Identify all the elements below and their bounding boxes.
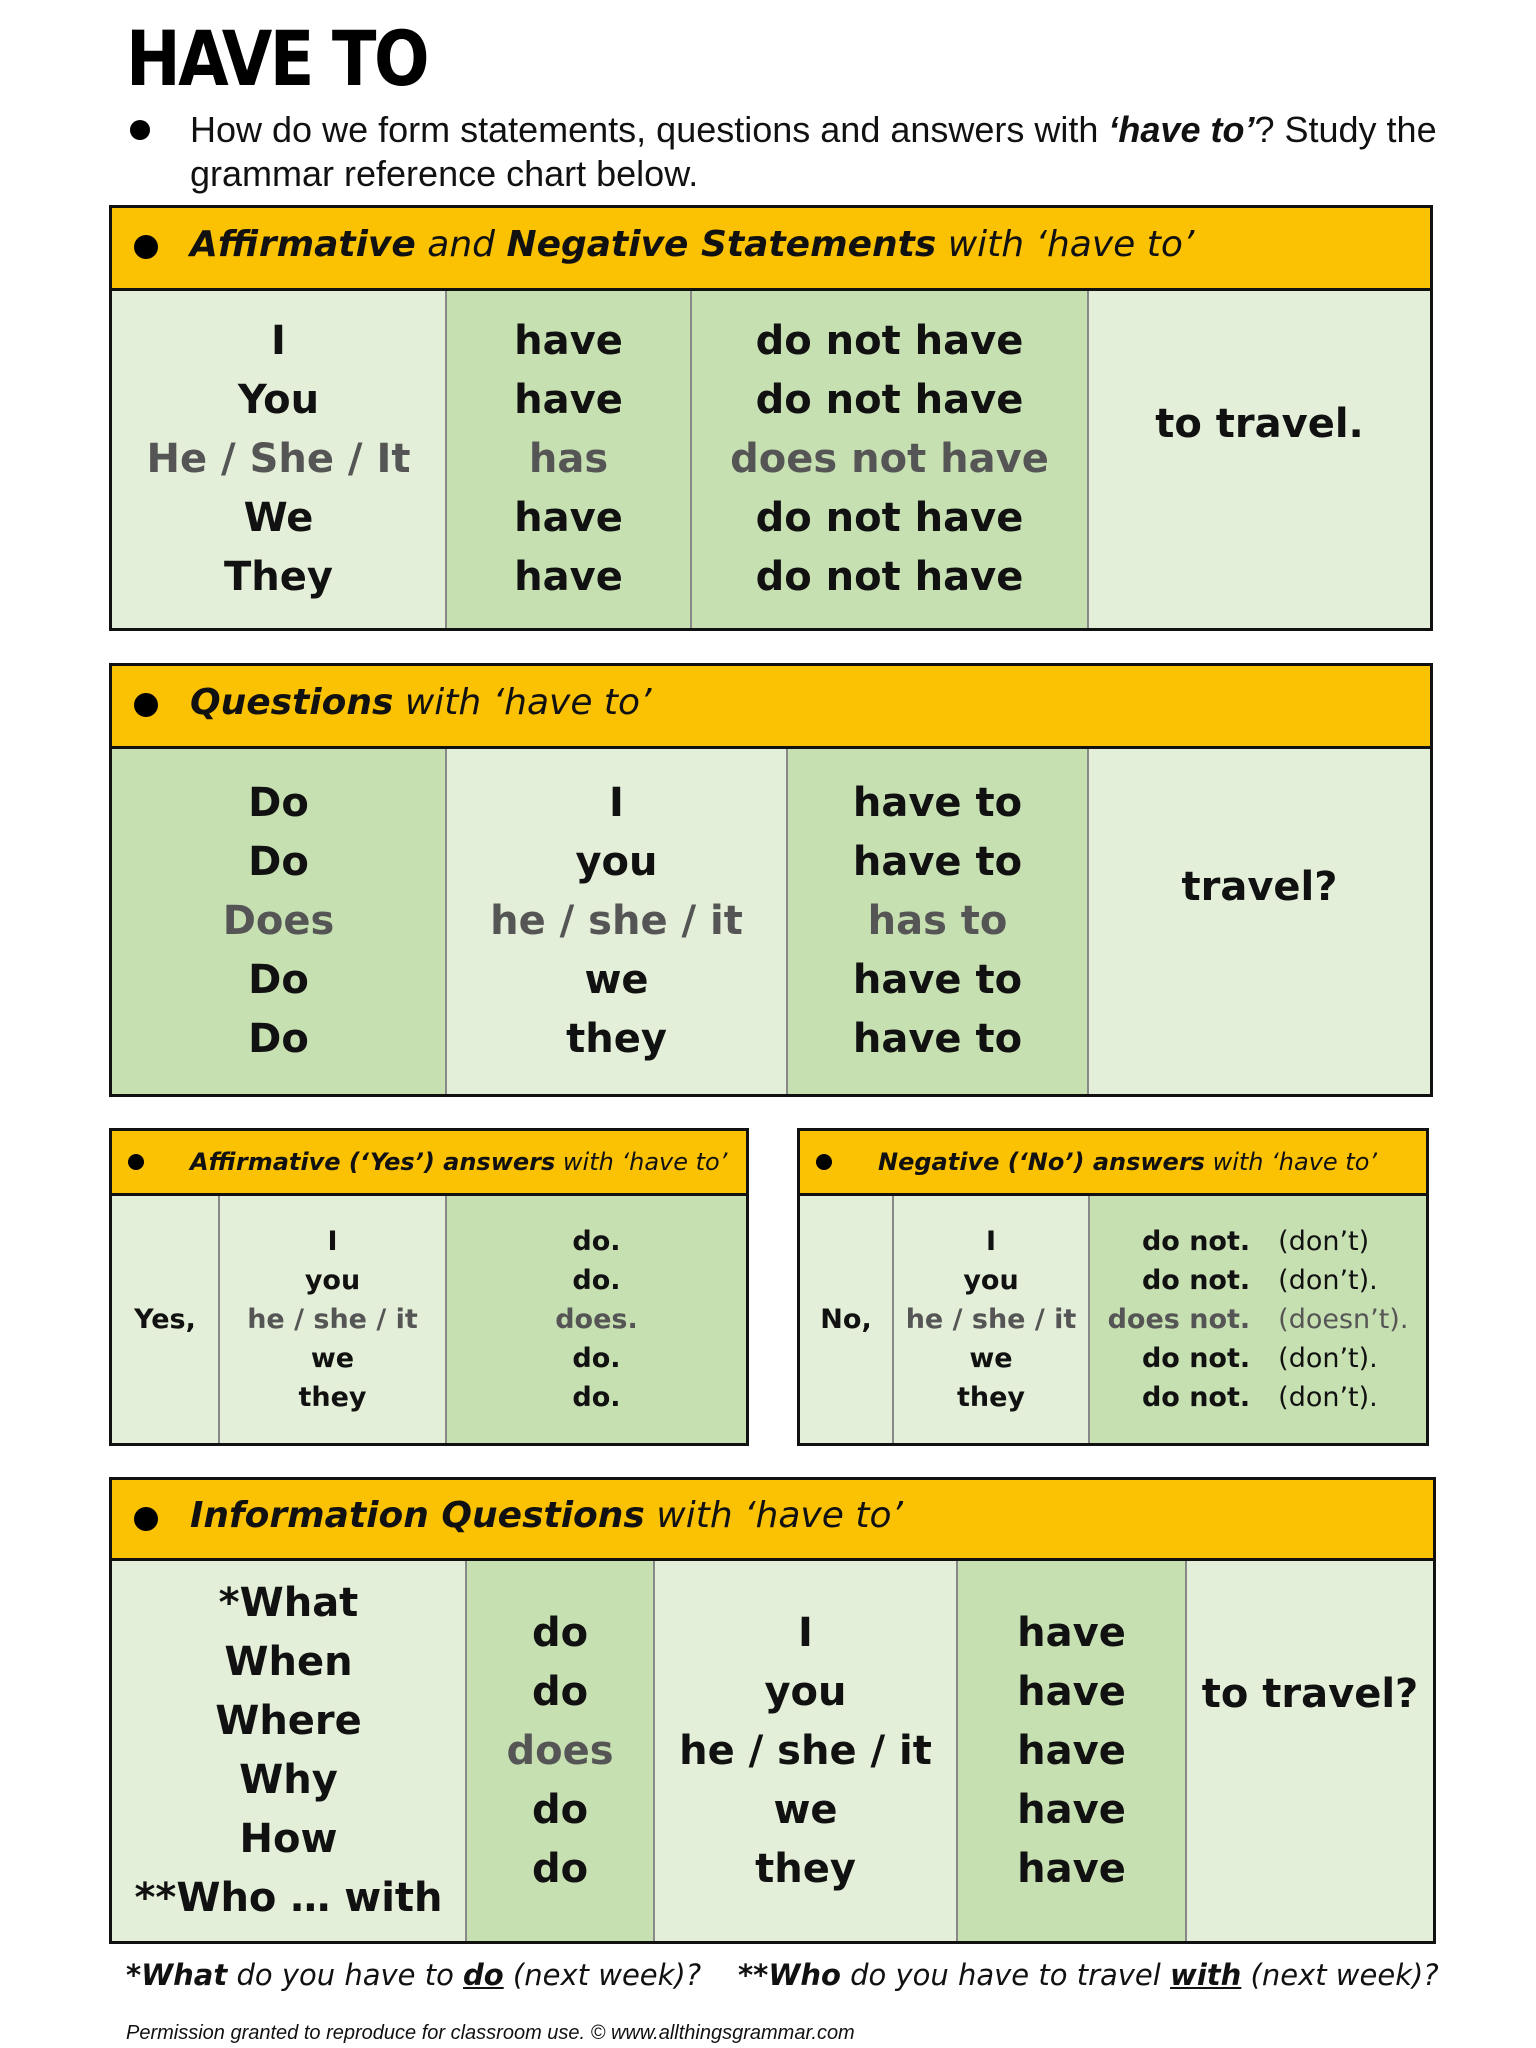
footnote: *What do you have to do (next week)? **Who do you have to travel with (next week)? xyxy=(126,1958,1439,1992)
subject-cell: I xyxy=(271,318,286,364)
yes-column: Yes, xyxy=(112,1196,220,1443)
bullet-icon xyxy=(134,1507,158,1531)
verb-column: do. do. does. do. do. xyxy=(447,1196,746,1443)
bullet-icon xyxy=(816,1154,832,1170)
no-answers-header: Negative (‘No’) answers with ‘have to’ xyxy=(800,1131,1426,1196)
statements-section xyxy=(109,205,1433,631)
subjects-column: I you he / she / it we they xyxy=(655,1561,958,1941)
credit-line: Permission granted to reproduce for classroom use. © www.allthingsgrammar.com xyxy=(126,2022,855,2044)
verb-column: have have have have have xyxy=(958,1561,1187,1941)
affirmative-verb-column: have have has have have xyxy=(447,291,692,628)
subject-cell: You xyxy=(237,377,320,423)
no-answers-section xyxy=(797,1128,1429,1446)
ending-column: to travel? xyxy=(1187,1561,1433,1941)
questions-section xyxy=(109,663,1433,1097)
negative-verb-column: do not have do not have does not have do not have do not have xyxy=(692,291,1089,628)
subjects-column: I you he / she / it we they xyxy=(220,1196,447,1443)
statements-header: Affirmative and Negative Statements with ‘have to’ xyxy=(112,208,1430,291)
yes-answers-section xyxy=(109,1128,749,1446)
questions-header: Questions with ‘have to’ xyxy=(112,666,1430,749)
auxiliary-column: do do does do do xyxy=(467,1561,655,1941)
yes-answers-header: Affirmative (‘Yes’) answers with ‘have to’ xyxy=(112,1131,746,1196)
subject-cell: He / She / It xyxy=(146,436,411,482)
auxiliary-column: Do Do Does Do Do xyxy=(112,749,447,1094)
page-title: HAVE TO xyxy=(126,14,427,103)
subjects-column xyxy=(112,291,447,628)
bullet-icon xyxy=(128,1154,144,1170)
info-questions-section xyxy=(109,1477,1436,1944)
bullet-icon xyxy=(134,235,158,259)
subjects-column: I you he / she / it we they xyxy=(447,749,788,1094)
negative-verb-column: do not. do not. does not. do not. do not. (don’t) (don’t). (doesn’t). (don’t). (don’t). xyxy=(1090,1196,1426,1443)
subjects-column: I you he / she / it we they xyxy=(894,1196,1090,1443)
ending-column: travel? xyxy=(1089,749,1430,1094)
subject-cell: We xyxy=(243,495,314,541)
no-column: No, xyxy=(800,1196,894,1443)
verb-column: have to have to has to have to have to xyxy=(788,749,1089,1094)
intro-text: How do we form statements, questions and answers with ‘have to’? Study the grammar reference chart below. xyxy=(130,108,1460,196)
wh-words-column: *What When Where Why How **Who … with xyxy=(112,1561,467,1941)
ending-column: to travel. xyxy=(1089,291,1430,628)
subject-cell: They xyxy=(224,554,333,600)
info-questions-header: Information Questions with ‘have to’ xyxy=(112,1480,1433,1561)
bullet-icon xyxy=(134,693,158,717)
bullet-icon xyxy=(130,120,150,140)
